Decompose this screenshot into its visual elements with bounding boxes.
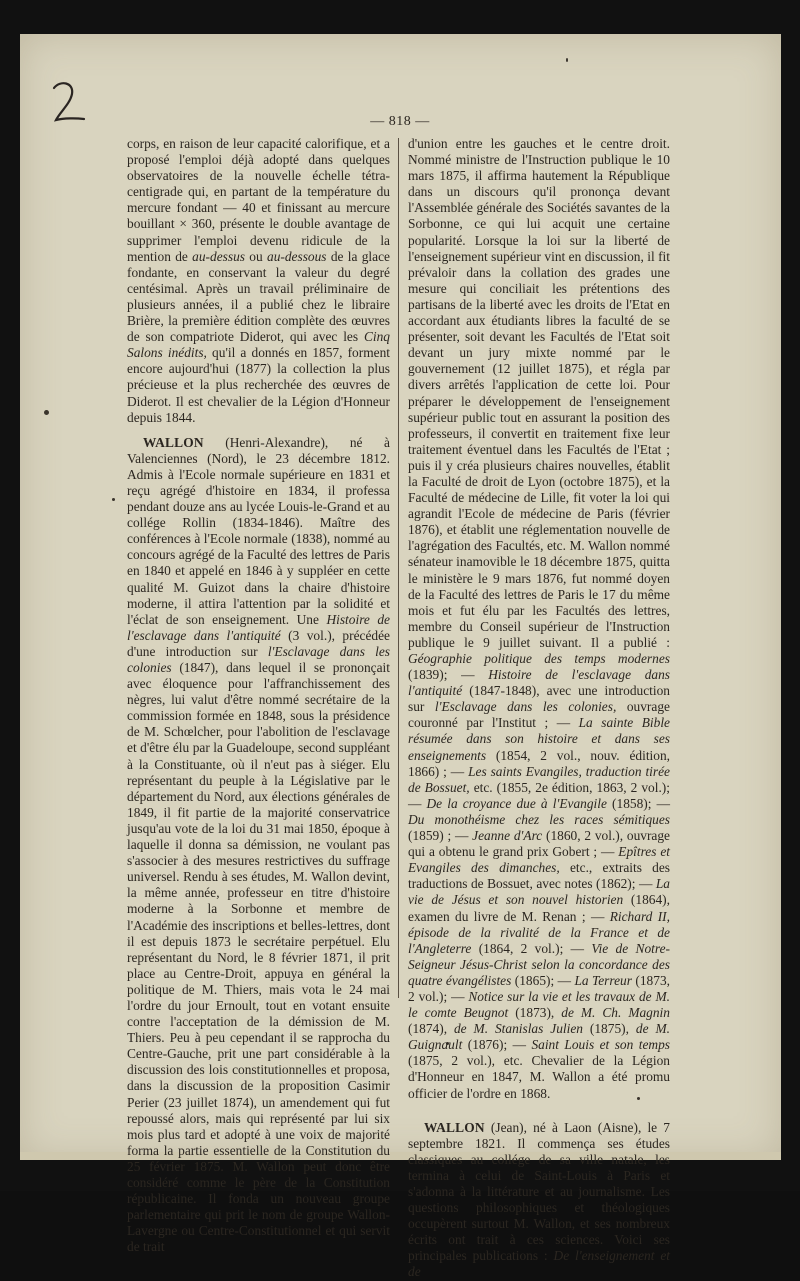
left-column (127, 136, 390, 1255)
right-column (408, 136, 670, 1281)
entry-headword: WALLON (143, 434, 204, 450)
column-divider (398, 138, 399, 998)
paper-speck (566, 58, 568, 62)
entry-headword: WALLON (424, 1119, 485, 1135)
binder-hole-dot (112, 498, 115, 501)
entry-wallon-henri: WALLON (Henri-Alexandre), né à Valenciennes (Nord), le 23 décembre 1812. Admis à l'Ecole normale supérieure en 1831 et reçu agrégé d'histoire en 1834, il professa pendant douze ans au lycée Louis-le-Grand et au collége Rollin (1834-1846). Maître des conférences à l'Ecole normale (1838), nommé au concours agrégé de la Faculté des lettres de Paris en 1840 et appelé en 1846 à y suppléer en cette qualité M. Guizot dans la chaire d'histoire moderne, il attira l'attention par la solidité et l'éclat de son enseignement. Une Histoire de l'esclavage dans l'antiquité (3 vol.), précédée d'une introduction sur l'Esclavage dans les colonies (1847), dans lequel il se prononçait avec éloquence pour l'affranchissement des nègres, lui valut d'être nommé secrétaire de la commission formée en 1848, sous la présidence de M. Schœlcher, pour l'abolition de l'esclavage et d'être élu par la Guadeloupe, second suppléant à la Constituante, où il n'eut pas à siéger. Elu représentant du peuple à la Législative par le département du Nord, aux élections générales de 1849, il fit partie de la majorité conservatrice jusqu'au vote de la loi du 31 mai 1850, époque à laquelle il donna sa démission, ne voulant pas s'associer à des mesures restrictives du suffrage universel. Rendu à ses études, M. Wallon devint, la même année, professeur en titre d'histoire moderne à la Sorbonne et membre de l'Académie des inscriptions et belles-lettres, dont il est depuis 1873 le secrétaire perpétuel. Elu représentant du Nord, le 8 février 1871, il prit place au Centre-Droit, appuya en général la politique de M. Thiers, mais vota le 24 mai l'ordre du jour Ernoult, tout en votant ensuite contre l'acceptation de la démission de M. Thiers. Peu à peu cependant il se rapprocha du Centre-Gauche, prit une part considérable à la discussion des lois constitutionnelles et proposa, dans la discussion de la proposition Casimir Perier (23 juillet 1874), un amendement qui fut repoussé alors, mais qui représenté par lui six mois plus tard et adopté à une voix de majorité forma la partie essentielle de la Constitution du 25 février 1875. M. Wallon peut donc être considéré comme le père de la Constitution républicaine. Il fonda un nouveau groupe parlementaire qui prit le nom de groupe Wallon-Lavergne ou Centre-Constitutionnel et qui servit de trait (127, 434, 390, 1255)
binder-hole-dot (44, 410, 49, 415)
page-number: — 818 — (370, 114, 430, 129)
entry-wallon-jean: WALLON (Jean), né à Laon (Aisne), le 7 septembre 1821. Il commença ses études classiques au collége de sa ville natale, les termina à celui de Saint-Louis à Paris et s'adonna à la littérature et au journalisme. Les questions philosophiques et théologiques occupèrent surtout M. Wallon, et ses nombreux écrits ont trait à ces sciences. Voici ses principales publications : De l'enseignement et de (408, 1119, 670, 1280)
paragraph-continuation: corps, en raison de leur capacité calorifique, et a proposé l'emploi déjà adopté dans quelques observatoires de la nouvelle échelle tétra-centigrade qui, en partant de la température du mercure fondant — 40 et finissant au mercure bouillant × 360, présente le double avantage de supprimer l'emploi devenu ridicule de la mention de au-dessus ou au-dessous de la glace fondante, en conservant la valeur du degré centésimal. Après un travail préliminaire de plusieurs années, il a publié chez le libraire Brière, la première édition complète des œuvres de son compatriote Diderot, qui avec les Cinq Salons inédits, qu'il a donnés en 1857, forment encore aujourd'hui (1877) la collection la plus précieuse et la plus recherchée des œuvres de Diderot. Il est chevalier de la Légion d'Honneur depuis 1844. (127, 136, 390, 425)
paragraph-continuation: d'union entre les gauches et le centre droit. Nommé ministre de l'Instruction publique le 10 mars 1875, il affirma hautement la République dans un discours qu'il prononça devant l'Assemblée générale des Sociétés savantes de la Sorbonne, ce qui lui acquit une certaine popularité. Lorsque la loi sur la liberté de l'enseignement supérieur vint en discussion, il fit prévaloir dans la collation des grades une mesure qui conciliait les prétentions des partisans de la liberté avec les droits de l'Etat en accordant aux étudiants libres la faculté de se présenter, soit devant les Facultés de l'Etat soit devant un jury mixte nommé par le gouvernement (12 juillet 1875), et régla par divers arrêtés l'application de cette loi. Pour préparer le développement de l'enseignement supérieur public tout en assurant la position des professeurs, il convertit en traitement fixe leur traitement éventuel dans les Facultés de l'Etat ; puis il y créa plusieurs chaires nouvelles, établit la Faculté de droit de Lyon (octobre 1875), et la Faculté de médecine de Lille, fit voter la loi qui agrandit l'Ecole de médecine de Paris (février 1876), et établit une réglementation nouvelle de l'agrégation des Facultés, etc. M. Wallon nommé sénateur inamovible le 18 décembre 1875, quitta le ministère le 9 mars 1876, fut nommé doyen de la Faculté des lettres de Paris le 17 du même mois et fut élu par les Facultés des lettres, membre du Conseil supérieur de l'Instruction publique le 9 juillet suivant. Il a publié : Géographie politique des temps modernes (1839); — Histoire de l'esclavage dans l'antiquité (1847-1848), avec une introduction sur l'Esclavage dans les colonies, ouvrage couronné par l'Institut ; — La sainte Bible résumée dans son histoire et dans ses enseignements (1854, 2 vol., nouv. édition, 1866) ; — Les saints Evangiles, traduction tirée de Bossuet, etc. (1855, 2e édition, 1863, 2 vol.); — De la croyance due à l'Evangile (1858); — Du monothéisme chez les races sémitiques (1859) ; — Jeanne d'Arc (1860, 2 vol.), ouvrage qui a obtenu le grand prix Gobert ; — Epîtres et Evangiles des dimanches, etc., extraits des traductions de Bossuet, avec notes (1862); — La vie de Jésus et son nouvel historien (1864), examen du livre de M. Renan ; — Richard II, épisode de la rivalité de la France et de l'Angleterre (1864, 2 vol.); — Vie de Notre-Seigneur Jésus-Christ selon la concordance des quatre évangélistes (1865); — La Terreur (1873, 2 vol.); — Notice sur la vie et les travaux de M. le comte Beugnot (1873), de M. Ch. Magnin (1874), de M. Stanislas Julien (1875), de M. Guignault (1876); — Saint Louis et son temps (1875, 2 vol.), etc. Chevalier de la Légion d'Honneur en 1847, M. Wallon a été promu officier de l'ordre en 1868. (408, 136, 670, 1101)
